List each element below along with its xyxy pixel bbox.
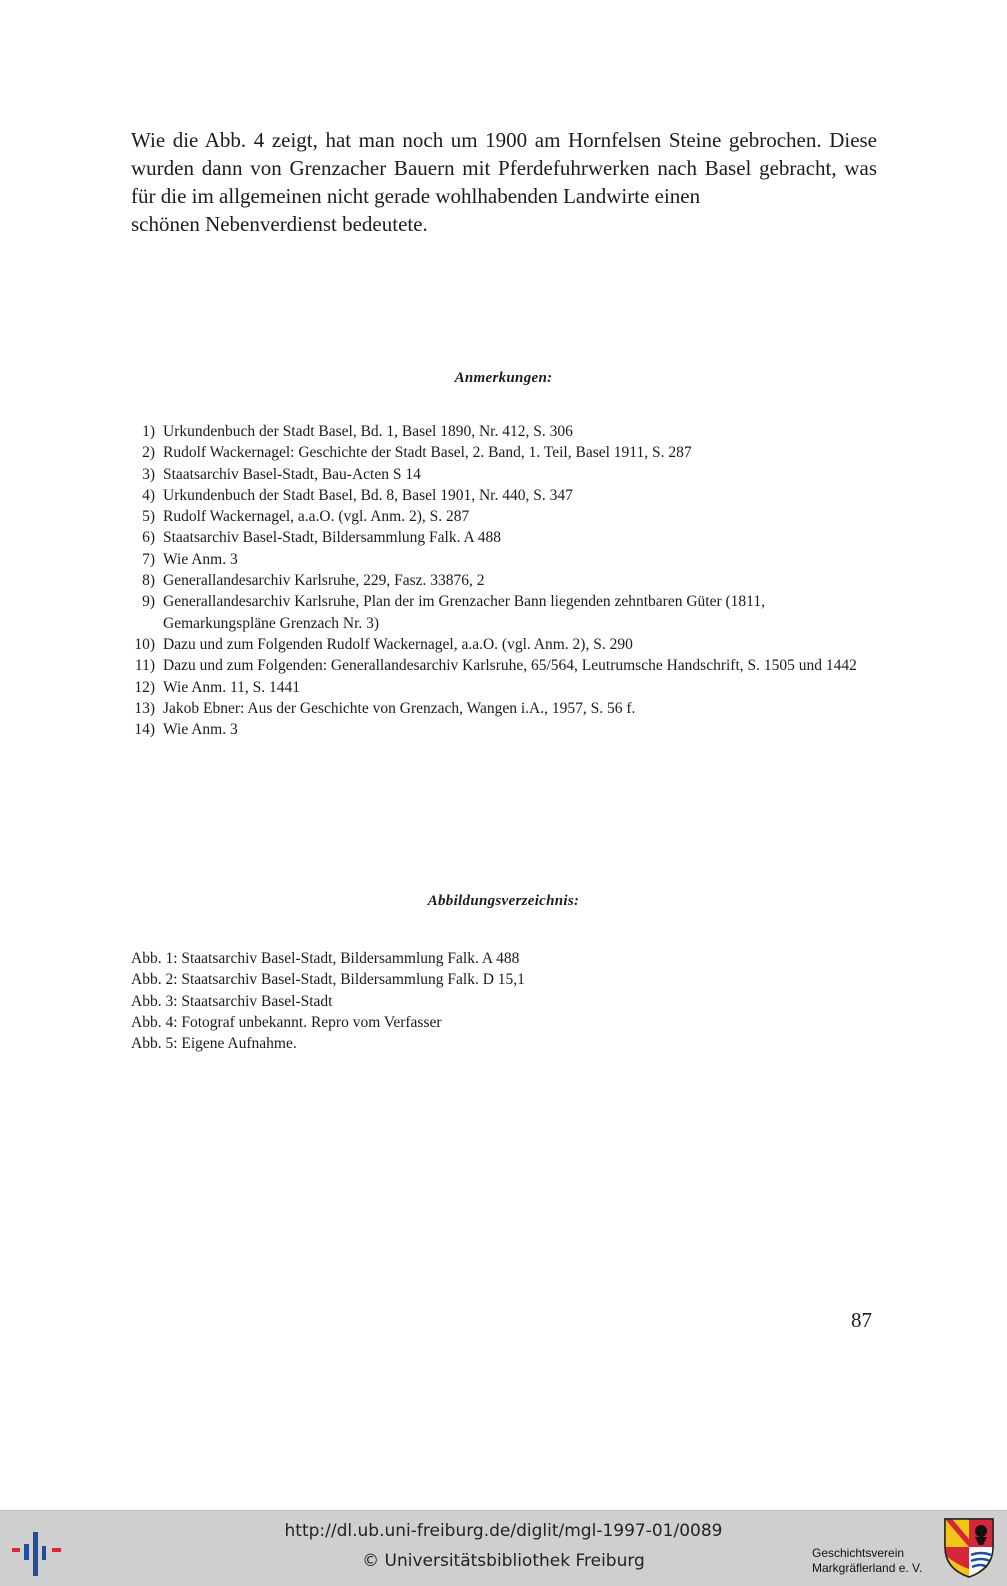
notes-heading: Anmerkungen: [454,370,553,386]
note-item [131,634,877,655]
society-line: Geschichtsverein [812,1546,905,1560]
note-item [131,421,877,442]
intro-paragraph [131,126,877,266]
coat-of-arms-icon[interactable] [943,1517,995,1579]
note-number: 1) [142,423,155,440]
note-item [131,591,877,634]
figures-list [131,948,877,1054]
figure-credit: Abb. 5: Eigene Aufnahme. [131,1035,297,1053]
page-number: 87 [851,1308,872,1332]
note-text: Wie Anm. 11, S. 1441 [163,678,301,696]
note-text: Dazu und zum Folgenden: Generallandesarchiv Karlsruhe, 65/564, Leutrumsche Handschrift, S. 1505 und 1442 [163,657,857,675]
figure-credit: Abb. 3: Staatsarchiv Basel-Stadt [131,992,333,1010]
note-item [131,506,877,527]
note-text: Jakob Ebner: Aus der Geschichte von Grenzach, Wangen i.A., 1957, S. 56 f. [163,699,636,717]
note-number: 14) [134,721,155,739]
figure-credit: Abb. 1: Staatsarchiv Basel-Stadt, Bildersammlung Falk. A 488 [131,950,520,967]
figure-credit: Abb. 2: Staatsarchiv Basel-Stadt, Bildersammlung Falk. D 15,1 [131,971,525,989]
society-line: Markgräflerland e. V. [812,1561,923,1575]
note-text: Generallandesarchiv Karlsruhe, Plan der im Grenzacher Bann liegenden zehntbaren Güter (1811, Gemarkungspläne Grenzach Nr. 3) [163,593,765,632]
note-text: Dazu und zum Folgenden Rudolf Wackernagel, a.a.O. (vgl. Anm. 2), S. 290 [163,635,633,653]
note-number: 2) [142,444,155,462]
intro-line: gebracht, was für die im allgemeinen nicht gerade wohlhabenden Landwirte einen [131,156,878,208]
note-item [131,570,877,591]
note-number: 12) [134,678,155,696]
note-item [131,549,877,570]
note-item [131,485,877,506]
note-text: Generallandesarchiv Karlsruhe, 229, Fasz. 33876, 2 [163,572,485,590]
note-item [131,464,877,485]
note-text: Wie Anm. 3 [163,550,238,568]
figure-credit: Abb. 4: Fotograf unbekannt. Repro vom Verfasser [131,1013,442,1031]
note-number: 11) [134,657,155,675]
note-text: Urkundenbuch der Stadt Basel, Bd. 8, Basel 1901, Nr. 440, S. 347 [163,486,573,504]
intro-line: Wie die Abb. 4 zeigt, hat man noch um 1900 am Hornfelsen Steine gebrochen. [131,128,822,152]
note-number: 8) [142,572,155,590]
note-number: 10) [134,635,155,653]
note-number: 4) [142,486,155,504]
note-item [131,677,877,698]
note-item [131,719,877,740]
figures-heading: Abbildungsverzeichnis: [427,893,580,909]
note-number: 9) [142,593,155,611]
note-item [131,527,877,548]
note-number: 13) [134,699,155,717]
footer-copyright: © Universitätsbibliothek Freiburg [362,1551,645,1571]
note-text: Wie Anm. 3 [163,721,238,739]
note-text: Staatsarchiv Basel-Stadt, Bau-Acten S 14 [163,465,421,483]
note-text: Rudolf Wackernagel, a.a.O. (vgl. Anm. 2), S. 287 [163,508,470,526]
note-item [131,655,877,676]
intro-line: schönen Nebenverdienst bedeutete. [131,212,428,236]
note-number: 3) [142,465,155,483]
note-text: Urkundenbuch der Stadt Basel, Bd. 1, Basel 1890, Nr. 412, S. 306 [163,423,573,440]
society-name [812,1546,934,1576]
note-text: Rudolf Wackernagel: Geschichte der Stadt Basel, 2. Band, 1. Teil, Basel 1911, S. 287 [163,444,692,462]
note-number: 5) [142,508,155,526]
note-number: 7) [142,550,155,568]
footer-url-link[interactable]: http://dl.ub.uni-freiburg.de/diglit/mgl-1997-01/0089 [284,1521,723,1541]
note-number: 6) [142,529,155,547]
note-text: Staatsarchiv Basel-Stadt, Bildersammlung Falk. A 488 [163,529,501,547]
note-item [131,442,877,463]
notes-list [131,421,877,740]
intro-line: Diese wurden dann von Grenzacher Bauern mit Pferdefuhrwerken nach Basel [131,128,878,180]
note-item [131,698,877,719]
